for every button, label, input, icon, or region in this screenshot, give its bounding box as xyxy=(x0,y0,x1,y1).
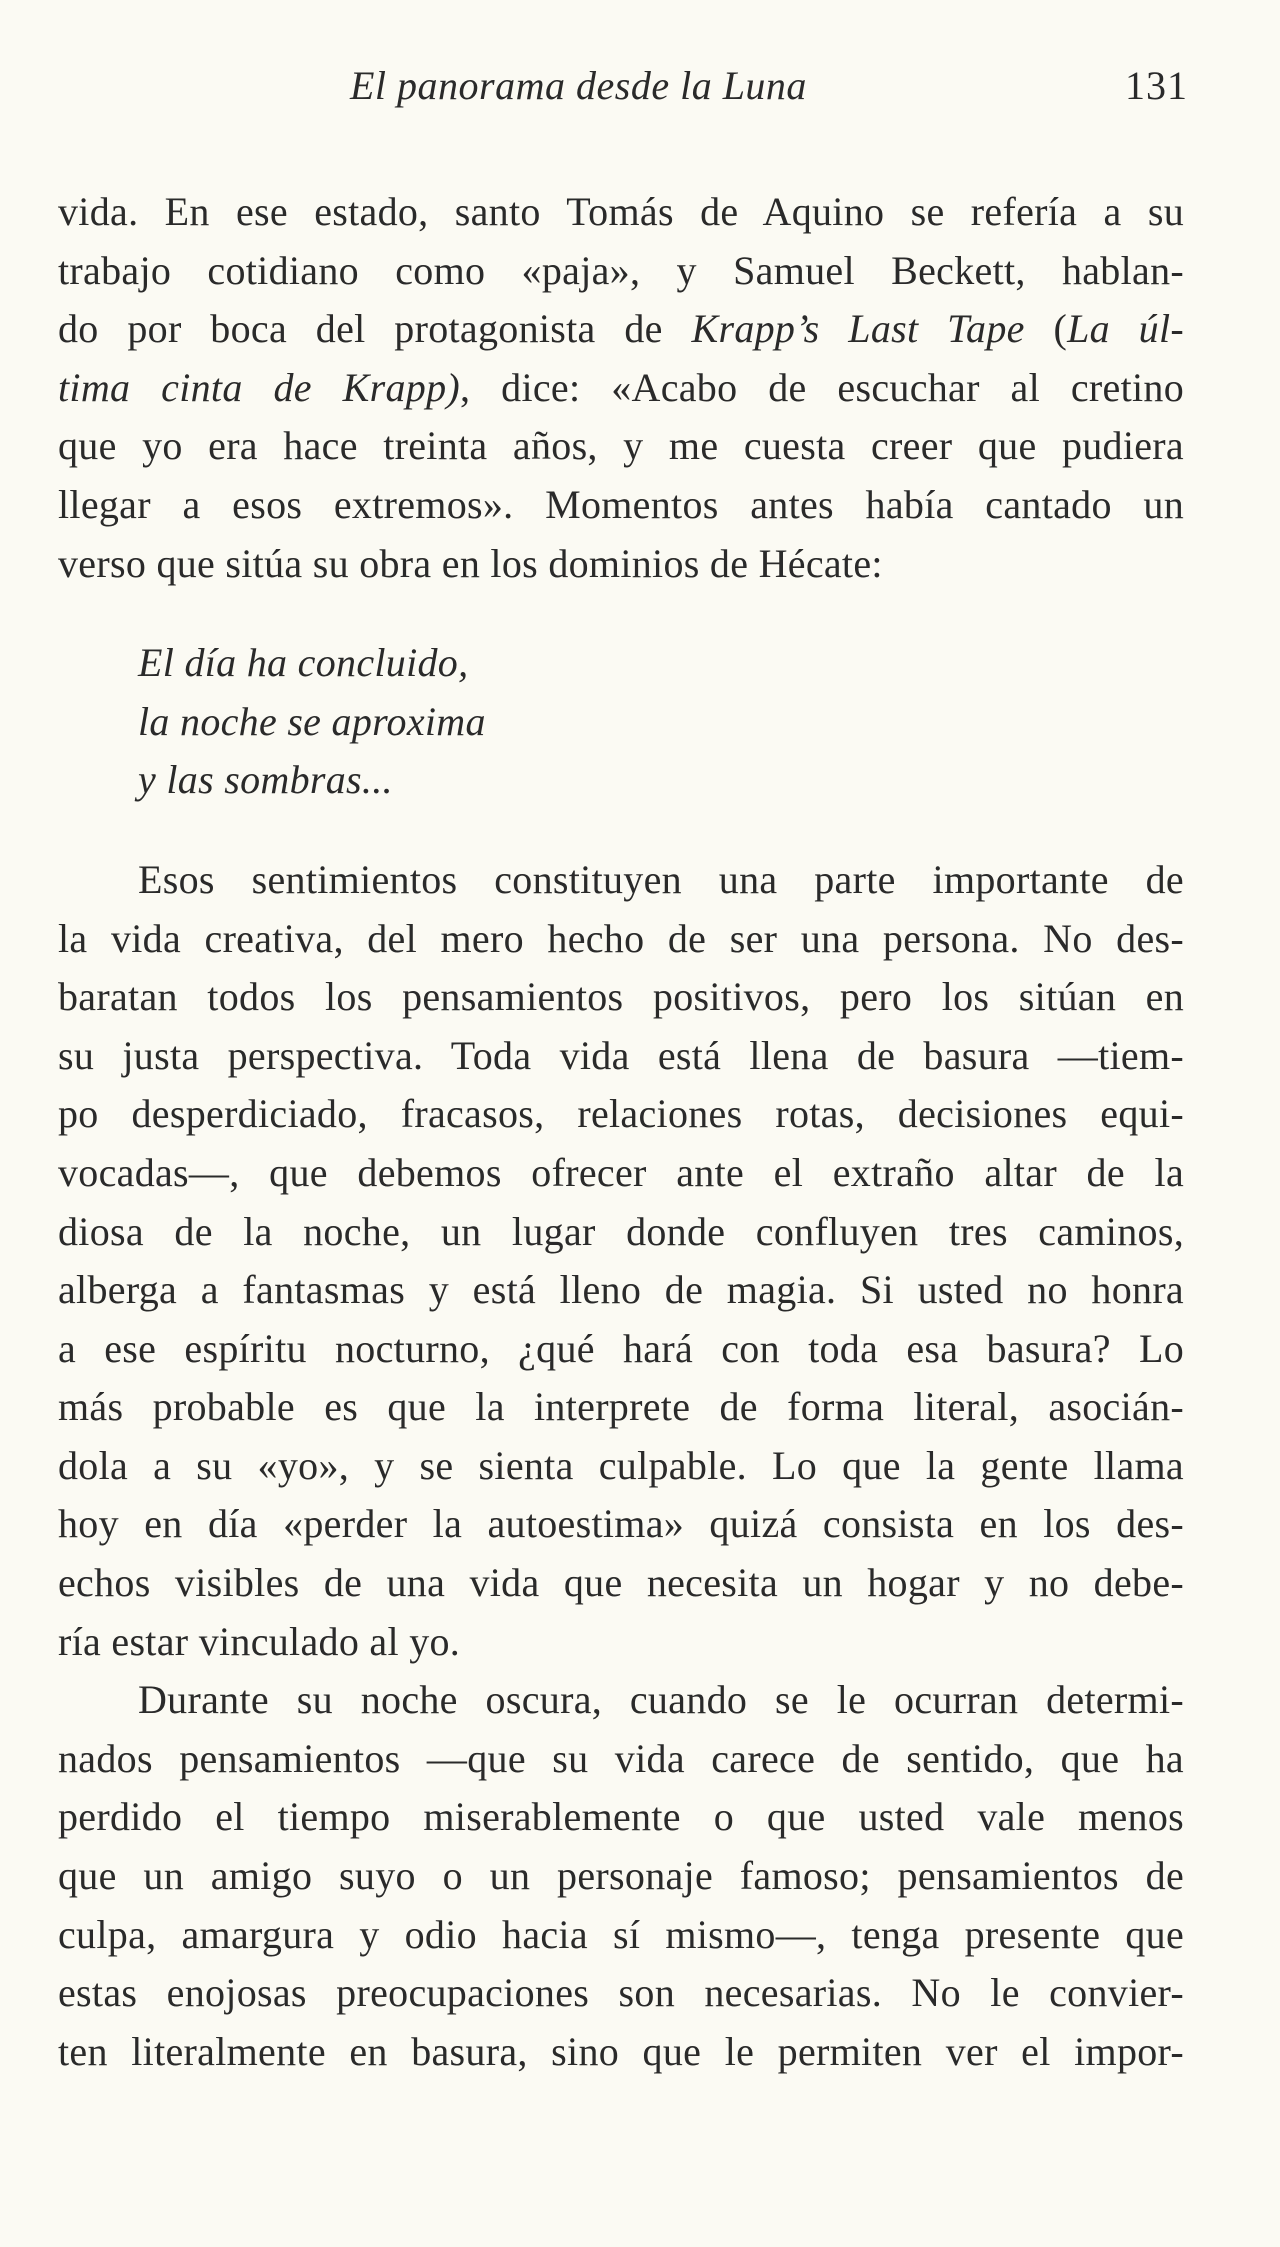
text-line: verso que sitúa su obra en los dominios de Hécate: xyxy=(58,540,883,586)
text-line: tima cinta de Krapp), dice: «Acabo de escuchar al cretino xyxy=(58,364,1184,410)
spacer xyxy=(58,593,1184,634)
running-head xyxy=(58,62,1188,122)
text-line: dola a su «yo», y se sienta culpable. Lo que la gente llama xyxy=(58,1442,1184,1488)
verse-line: El día ha concluido, xyxy=(138,640,469,686)
text-line: más probable es que la interprete de forma literal, asocián- xyxy=(58,1384,1184,1430)
text-line: su justa perspectiva. Toda vida está llena de basura —tiem- xyxy=(58,1032,1184,1078)
text-line: vocadas—, que debemos ofrecer ante el extraño altar de la xyxy=(58,1149,1184,1195)
text-line: que un amigo suyo o un personaje famoso; pensamientos de xyxy=(58,1853,1184,1899)
text-line: baratan todos los pensamientos positivos, pero los sitúan en xyxy=(58,974,1184,1020)
text-line: hoy en día «perder la autoestima» quizá consista en los des- xyxy=(58,1501,1184,1547)
text-line: llegar a esos extremos». Momentos antes había cantado un xyxy=(58,481,1184,527)
text-line: po desperdiciado, fracasos, relaciones rotas, decisiones equi- xyxy=(58,1091,1184,1137)
text-line: Esos sentimientos constituyen una parte importante de xyxy=(138,856,1184,902)
verse-line: la noche se aproxima xyxy=(138,698,486,744)
body-text xyxy=(58,183,1184,2081)
page-number: 131 xyxy=(1125,63,1188,108)
text-line: trabajo cotidiano como «paja», y Samuel Beckett, hablan- xyxy=(58,247,1184,293)
book-title-italic: Krapp’s Last Tape xyxy=(691,306,1025,352)
text-line: que yo era hace treinta años, y me cuesta creer que pudiera xyxy=(58,423,1184,469)
text-line: la vida creativa, del mero hecho de ser una persona. No des- xyxy=(58,915,1184,961)
text-line: a ese espíritu nocturno, ¿qué hará con toda esa basura? Lo xyxy=(58,1325,1184,1371)
text-line: vida. En ese estado, santo Tomás de Aquino se refería a su xyxy=(58,189,1184,234)
running-title: El panorama desde la Luna xyxy=(350,63,807,108)
text-line: nados pensamientos —que su vida carece de sentido, que ha xyxy=(58,1735,1184,1781)
text-line: ría estar vinculado al yo. xyxy=(58,1618,461,1664)
text-line: alberga a fantasmas y está lleno de magia. Si usted no honra xyxy=(58,1267,1184,1313)
text-line: do por boca del protagonista de Krapp’s Last Tape (La úl- xyxy=(58,306,1185,352)
text-line: ten literalmente en basura, sino que le permiten ver el impor- xyxy=(58,2028,1184,2074)
text-line: perdido el tiempo miserablemente o que usted vale menos xyxy=(58,1794,1184,1840)
verse-line: y las sombras... xyxy=(138,757,393,803)
text-line: diosa de la noche, un lugar donde confluyen tres caminos, xyxy=(58,1208,1184,1254)
text-line: estas enojosas preocupaciones son necesarias. No le convier- xyxy=(58,1970,1184,2016)
text-line: echos visibles de una vida que necesita un hogar y no debe- xyxy=(58,1560,1184,1606)
spacer xyxy=(58,810,1184,851)
text-line: Durante su noche oscura, cuando se le ocurran determi- xyxy=(138,1677,1184,1723)
text-line: culpa, amargura y odio hacia sí mismo—, tenga presente que xyxy=(58,1911,1184,1957)
